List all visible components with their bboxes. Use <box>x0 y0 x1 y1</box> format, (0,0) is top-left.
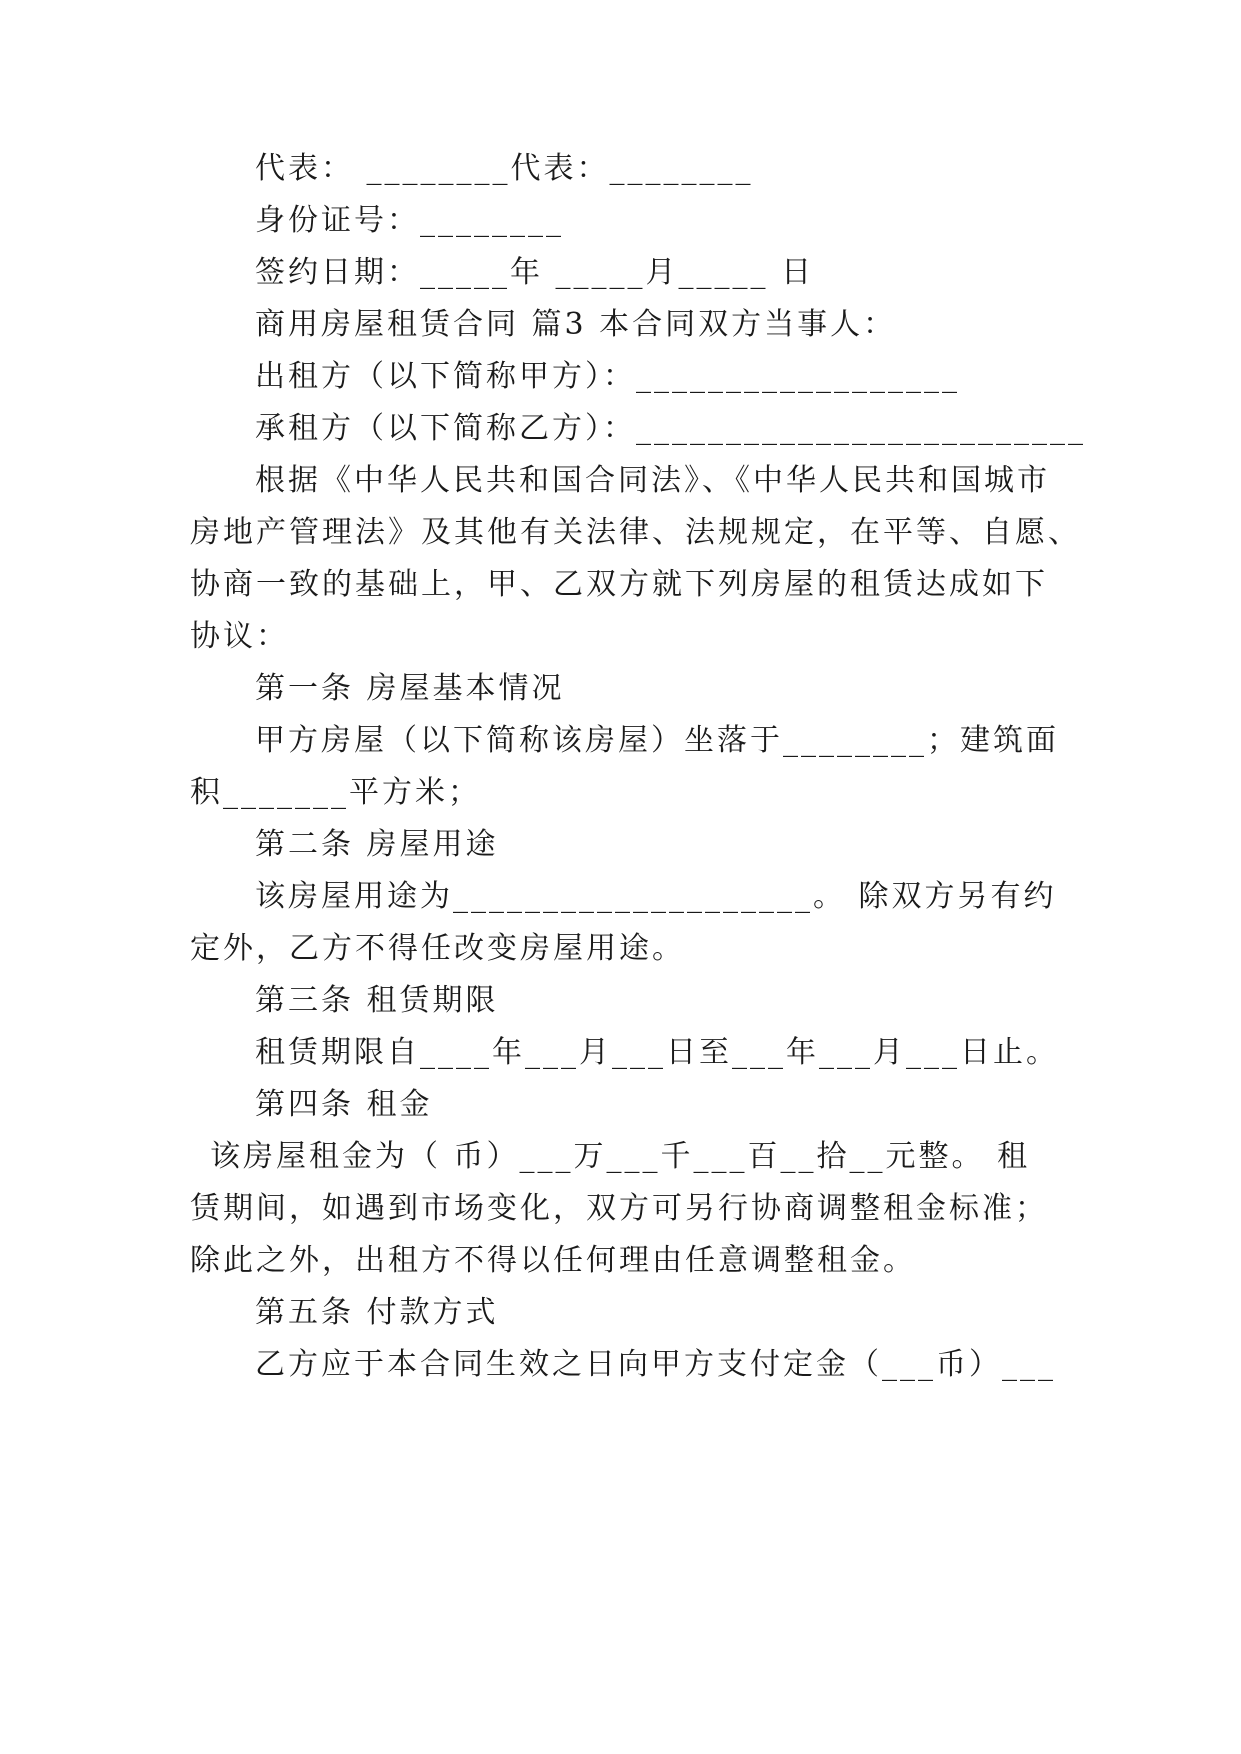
signing-date-line: 签约日期：_____年 _____月_____ 日 <box>255 255 815 290</box>
paragraph-line: 定外，乙方不得任改变房屋用途。 <box>190 931 685 966</box>
paragraph-line: 该房屋用途为____________________。 除双方另有约 <box>255 879 1057 914</box>
paragraph-line: 房地产管理法》及其他有关法律、法规规定，在平等、自愿、 <box>190 515 1081 550</box>
paragraph-line: 该房屋租金为（ 币）___万___千___百__拾__元整。 租 <box>210 1139 1031 1174</box>
article-heading: 第四条 租金 <box>255 1087 433 1122</box>
paragraph-line: 除此之外，出租方不得以任何理由任意调整租金。 <box>190 1243 916 1278</box>
id-number-line: 身份证号：________ <box>255 203 564 238</box>
article-heading: 第三条 租赁期限 <box>255 983 499 1018</box>
contract-heading-line: 商用房屋租赁合同 篇3 本合同双方当事人： <box>255 307 897 342</box>
lessee-line: 承租方（以下简称乙方）：_________________________ <box>255 411 1086 446</box>
paragraph-line: 协议： <box>190 619 289 654</box>
paragraph-line: 积_______平方米； <box>190 775 481 810</box>
paragraph-line: 协商一致的基础上，甲、乙双方就下列房屋的租赁达成如下 <box>190 567 1048 602</box>
paragraph-line: 租赁期限自____年___月___日至___年___月___日止。 <box>255 1035 1059 1070</box>
article-heading: 第二条 房屋用途 <box>255 827 499 862</box>
paragraph-line: 赁期间，如遇到市场变化，双方可另行协商调整租金标准； <box>190 1191 1048 1226</box>
article-heading: 第五条 付款方式 <box>255 1295 499 1330</box>
lessor-line: 出租方（以下简称甲方）：__________________ <box>255 359 960 394</box>
paragraph-line: 根据《中华人民共和国合同法》、《中华人民共和国城市 <box>255 463 1050 498</box>
paragraph-line: 乙方应于本合同生效之日向甲方支付定金（___币）___ <box>255 1347 1056 1382</box>
representative-line: 代表： ________代表：________ <box>255 151 754 186</box>
article-heading: 第一条 房屋基本情况 <box>255 671 565 706</box>
paragraph-line: 甲方房屋（以下简称该房屋）坐落于________；建筑面 <box>255 723 1059 758</box>
